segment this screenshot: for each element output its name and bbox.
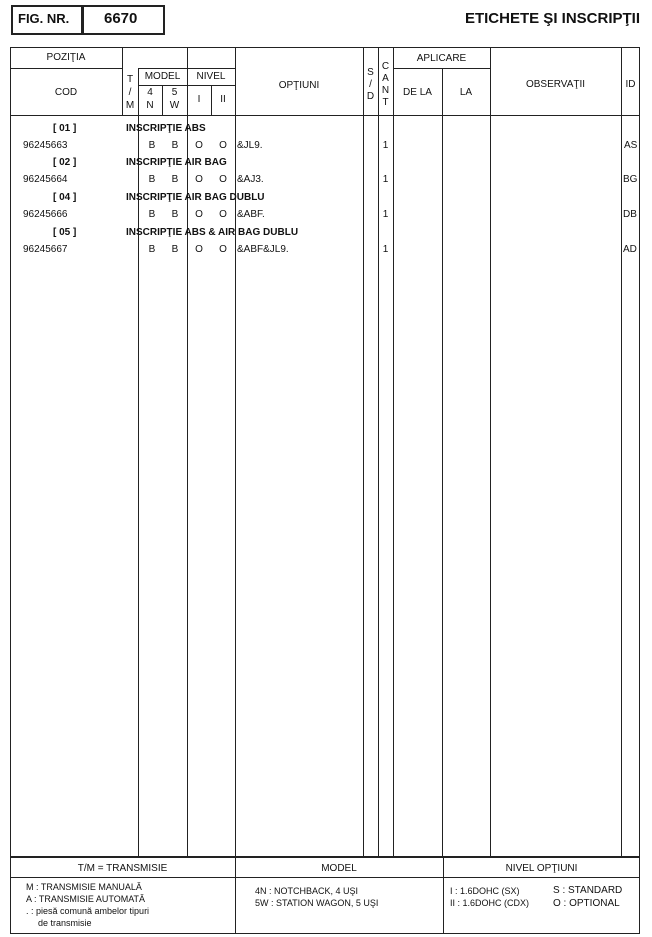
col-id: ID [625,79,636,90]
main-table [10,47,640,857]
fig-number: 6670 [104,10,138,27]
row-optiuni: &JL9. [237,140,263,151]
row-id: AS [624,140,638,151]
legend-tm-line: de transmisie [38,918,92,928]
col-cod: COD [54,87,78,98]
row-model-5w: B [171,244,179,255]
col-t: T [126,74,134,85]
row-cant: 1 [382,174,389,185]
row-pos: [ 05 ] [53,227,77,238]
col-pozitia: POZIŢIA [46,52,86,63]
row-model-5w: B [171,174,179,185]
row-nivel-i: O [195,140,203,151]
row-nivel-i: O [195,174,203,185]
legend-nivel-line: I : 1.6DOHC (SX) [450,886,520,896]
legend-sd-line: O : OPTIONAL [553,898,620,909]
row-pos: [ 02 ] [53,157,77,168]
row-nivel-ii: O [219,140,227,151]
col-model-5: 5 [171,87,178,98]
legend-tm-line: A : TRANSMISIE AUTOMATĂ [26,894,146,904]
col-s: S [367,67,374,78]
row-id: AD [623,244,637,255]
legend-tm-line: . : piesă comună ambelor tipuri [26,906,150,916]
col-nivel-i: I [197,94,201,105]
row-cod: 96245663 [23,140,68,151]
row-name: INSCRIPŢIE AIR BAG DUBLU [126,192,265,203]
row-cant: 1 [382,140,389,151]
col-nivel-ii: II [220,94,226,105]
col-aplicare: APLICARE [416,53,467,64]
row-nivel-i: O [195,209,203,220]
col-n: N [381,85,390,96]
row-cod: 96245666 [23,209,68,220]
row-model-5w: B [171,140,179,151]
row-optiuni: &ABF. [237,209,265,220]
row-optiuni: &AJ3. [237,174,264,185]
row-model-4n: B [148,140,156,151]
row-name: INSCRIPŢIE ABS & AIR BAG DUBLU [126,227,299,238]
legend-tm-line: M : TRANSMISIE MANUALĂ [26,882,142,892]
legend-tm-title: T/M = TRANSMISIE [77,863,168,874]
row-pos: [ 01 ] [53,123,77,134]
row-nivel-ii: O [219,174,227,185]
col-s-slash: / [369,79,372,90]
row-name: INSCRIPŢIE ABS [126,123,206,134]
row-cant: 1 [382,244,389,255]
row-id: BG [623,174,638,185]
fig-label: FIG. NR. [18,11,70,26]
col-nivel: NIVEL [196,71,226,82]
row-nivel-ii: O [219,244,227,255]
col-m: M [125,100,135,111]
page-title: ETICHETE ŞI INSCRIPŢII [464,10,640,27]
row-optiuni: &ABF&JL9. [237,244,289,255]
legend-model-line: 5W : STATION WAGON, 5 UŞI [255,898,379,908]
col-model: MODEL [144,71,181,82]
row-nivel-i: O [195,244,203,255]
col-la: LA [459,87,473,98]
col-a: A [382,73,389,84]
col-t-slash: / [128,87,132,98]
legend-model-title: MODEL [321,863,357,874]
row-model-4n: B [148,174,156,185]
row-cant: 1 [382,209,389,220]
col-d: D [366,91,375,102]
col-observatii: OBSERVAŢII [525,79,586,90]
col-model-w: W [169,100,180,111]
row-model-4n: B [148,209,156,220]
row-model-5w: B [171,209,179,220]
col-model-4: 4 [147,87,153,98]
col-tt: T [382,97,389,108]
row-name: INSCRIPŢIE AIR BAG [126,157,227,168]
col-c: C [381,61,390,72]
legend-model-line: 4N : NOTCHBACK, 4 UŞI [255,886,359,896]
legend-nivel-title: NIVEL OPŢIUNI [505,863,578,874]
col-optiuni: OPŢIUNI [278,80,320,91]
row-cod: 96245664 [23,174,68,185]
row-id: DB [623,209,637,220]
row-pos: [ 04 ] [53,192,77,203]
legend-nivel-line: II : 1.6DOHC (CDX) [450,898,530,908]
legend-sd-line: S : STANDARD [553,885,623,896]
row-model-4n: B [148,244,156,255]
col-model-n: N [146,100,154,111]
row-nivel-ii: O [219,209,227,220]
row-cod: 96245667 [23,244,68,255]
col-de-la: DE LA [403,87,432,98]
